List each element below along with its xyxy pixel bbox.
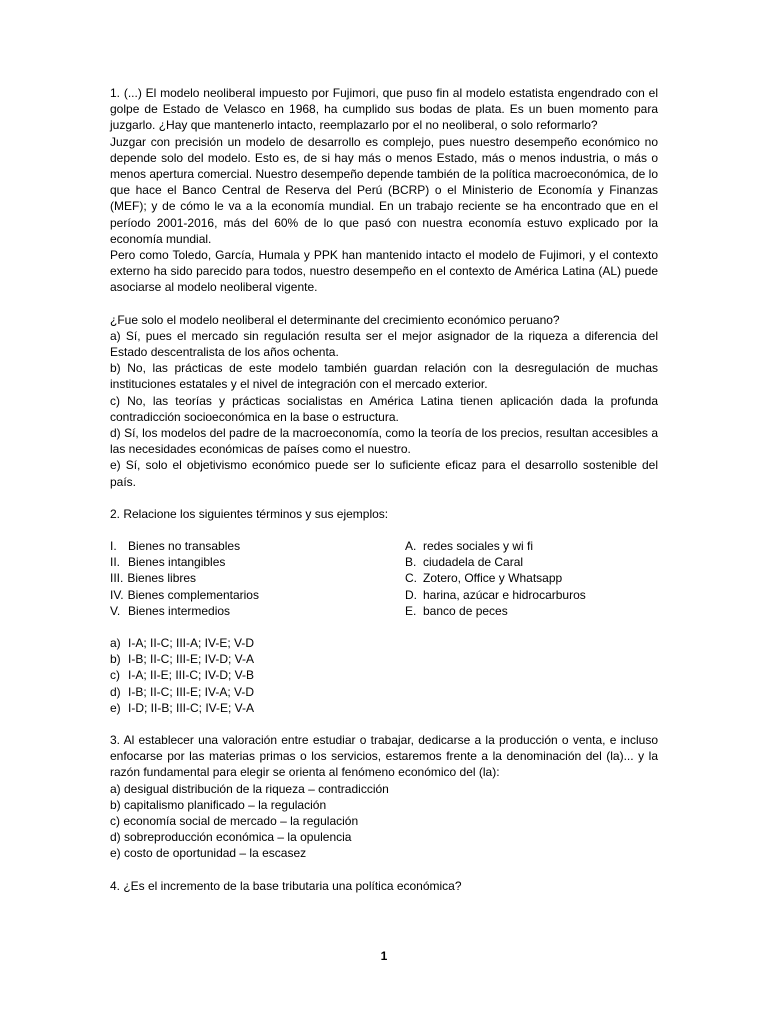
q2-term: I. Bienes no transables [110,539,241,554]
q3-text: 3. Al establecer una valoración entre estudiar o trabajar, dedicarse a la producción o venta, e incluso enfocarse por las materias primas o los servicios, estaremos frente a la denominación del (la)... y la razón fundamental para elegir se orienta al fenómeno económico del (la): [110,732,658,780]
q2-term: II. Bienes intangibles [110,555,226,570]
q3-option-e: e) costo de oportunidad – la escasez [110,846,307,861]
q1-option-a: a) Sí, pues el mercado sin regulación resulta ser el mejor asignador de la riqueza a diferencia del Estado descentralista de los años ochenta. [110,328,658,360]
q1-option-e: e) Sí, solo el objetivismo económico puede ser lo suficiente eficaz para el desarrollo sostenible del país. [110,458,658,489]
q2-answer-options [110,635,658,716]
q4-text: 4. ¿Es el incremento de la base tributaria una política económica? [110,878,462,893]
q1-option-d: d) Sí, los modelos del padre de la macroeconomía, como la teoría de los precios, resultan accesibles a las necesidades económicas de países como el nuestro. [110,426,658,457]
q2-title: 2. Relacione los siguientes términos y sus ejemplos: [110,506,389,521]
q2-example: A. redes sociales y wi fi [405,539,534,554]
q2-example: B. ciudadela de Caral [405,555,524,570]
q2-matching-columns [110,538,658,619]
q2-example: C. Zotero, Office y Whatsapp [405,571,563,586]
q2-example: D. harina, azúcar e hidrocarburos [405,587,586,602]
q1-context-paragraph: Juzgar con precisión un modelo de desarrollo es complejo, pues nuestro desempeño económico no depende solo del modelo. Esto es, de si hay más o menos Estado, más o menos industria, o más o menos apertura comercial. Nuestro desempeño depende también de la política macroeconómica, de lo que hace el Banco Central de Reserva del Perú (BCRP) o el Ministerio de Economía y Finanzas (MEF); y de cómo le va a la economía mundial. En un trabajo reciente se ha encontrado que en el período 2001-2016, más del 60% de lo que pasó con nuestra economía estuvo explicado por la economía mundial. [110,134,658,246]
q2-option-d: d) I-B; II-C; III-E; IV-A; V-D [110,684,255,699]
question-2 [110,506,658,716]
question-1 [110,85,658,490]
q2-example: E. banco de peces [405,603,508,618]
q2-examples-list [405,538,658,619]
q2-term: III. Bienes libres [110,571,197,586]
q2-terms-list [110,538,405,619]
q3-option-c: c) economía social de mercado – la regulación [110,813,359,828]
q2-option-c: c) I-A; II-E; III-C; IV-D; V-B [110,668,255,683]
q1-conclusion-paragraph: Pero como Toledo, García, Humala y PPK han mantenido intacto el modelo de Fujimori, y el contexto externo ha sido parecido para todos, nuestro desempeño en el contexto de América Latina (AL) puede asociarse al modelo neoliberal vigente. [110,248,658,295]
q2-option-a: a) I-A; II-C; III-A; IV-E; V-D [110,636,255,651]
q1-question: ¿Fue solo el modelo neoliberal el determinante del crecimiento económico peruano? [110,312,560,327]
q3-option-a: a) desigual distribución de la riqueza – contradicción [110,781,389,796]
q2-term: IV. Bienes complementarios [110,587,259,602]
page-content [110,85,658,894]
q2-option-b: b) I-B; II-C; III-E; IV-D; V-A [110,652,255,667]
q1-option-c: c) No, las teorías y prácticas socialistas en América Latina tienen aplicación dada la profunda contradicción socioeconómica en la base o estructura. [110,393,658,424]
q1-option-b: b) No, las prácticas de este modelo también guardan relación con la desregulación de muchas instituciones estatales y el nivel de integración con el mercado exterior. [110,361,658,392]
page-number: 1 [380,949,388,963]
q2-option-e: e) I-D; II-B; III-C; IV-E; V-A [110,700,255,715]
q2-term: V. Bienes intermedios [110,603,231,618]
q3-option-b: b) capitalismo planificado – la regulación [110,797,327,812]
question-4 [110,878,658,894]
q1-intro-paragraph: 1. (...) El modelo neoliberal impuesto por Fujimori, que puso fin al modelo estatista engendrado con el golpe de Estado de Velasco en 1968, ha cumplido sus bodas de plata. Es un buen momento para juzgarlo. ¿Hay que mantenerlo intacto, reemplazarlo por el no neoliberal, o solo reformarlo? [110,86,658,133]
q3-option-d: d) sobreproducción económica – la opulencia [110,830,352,845]
question-3 [110,732,658,862]
